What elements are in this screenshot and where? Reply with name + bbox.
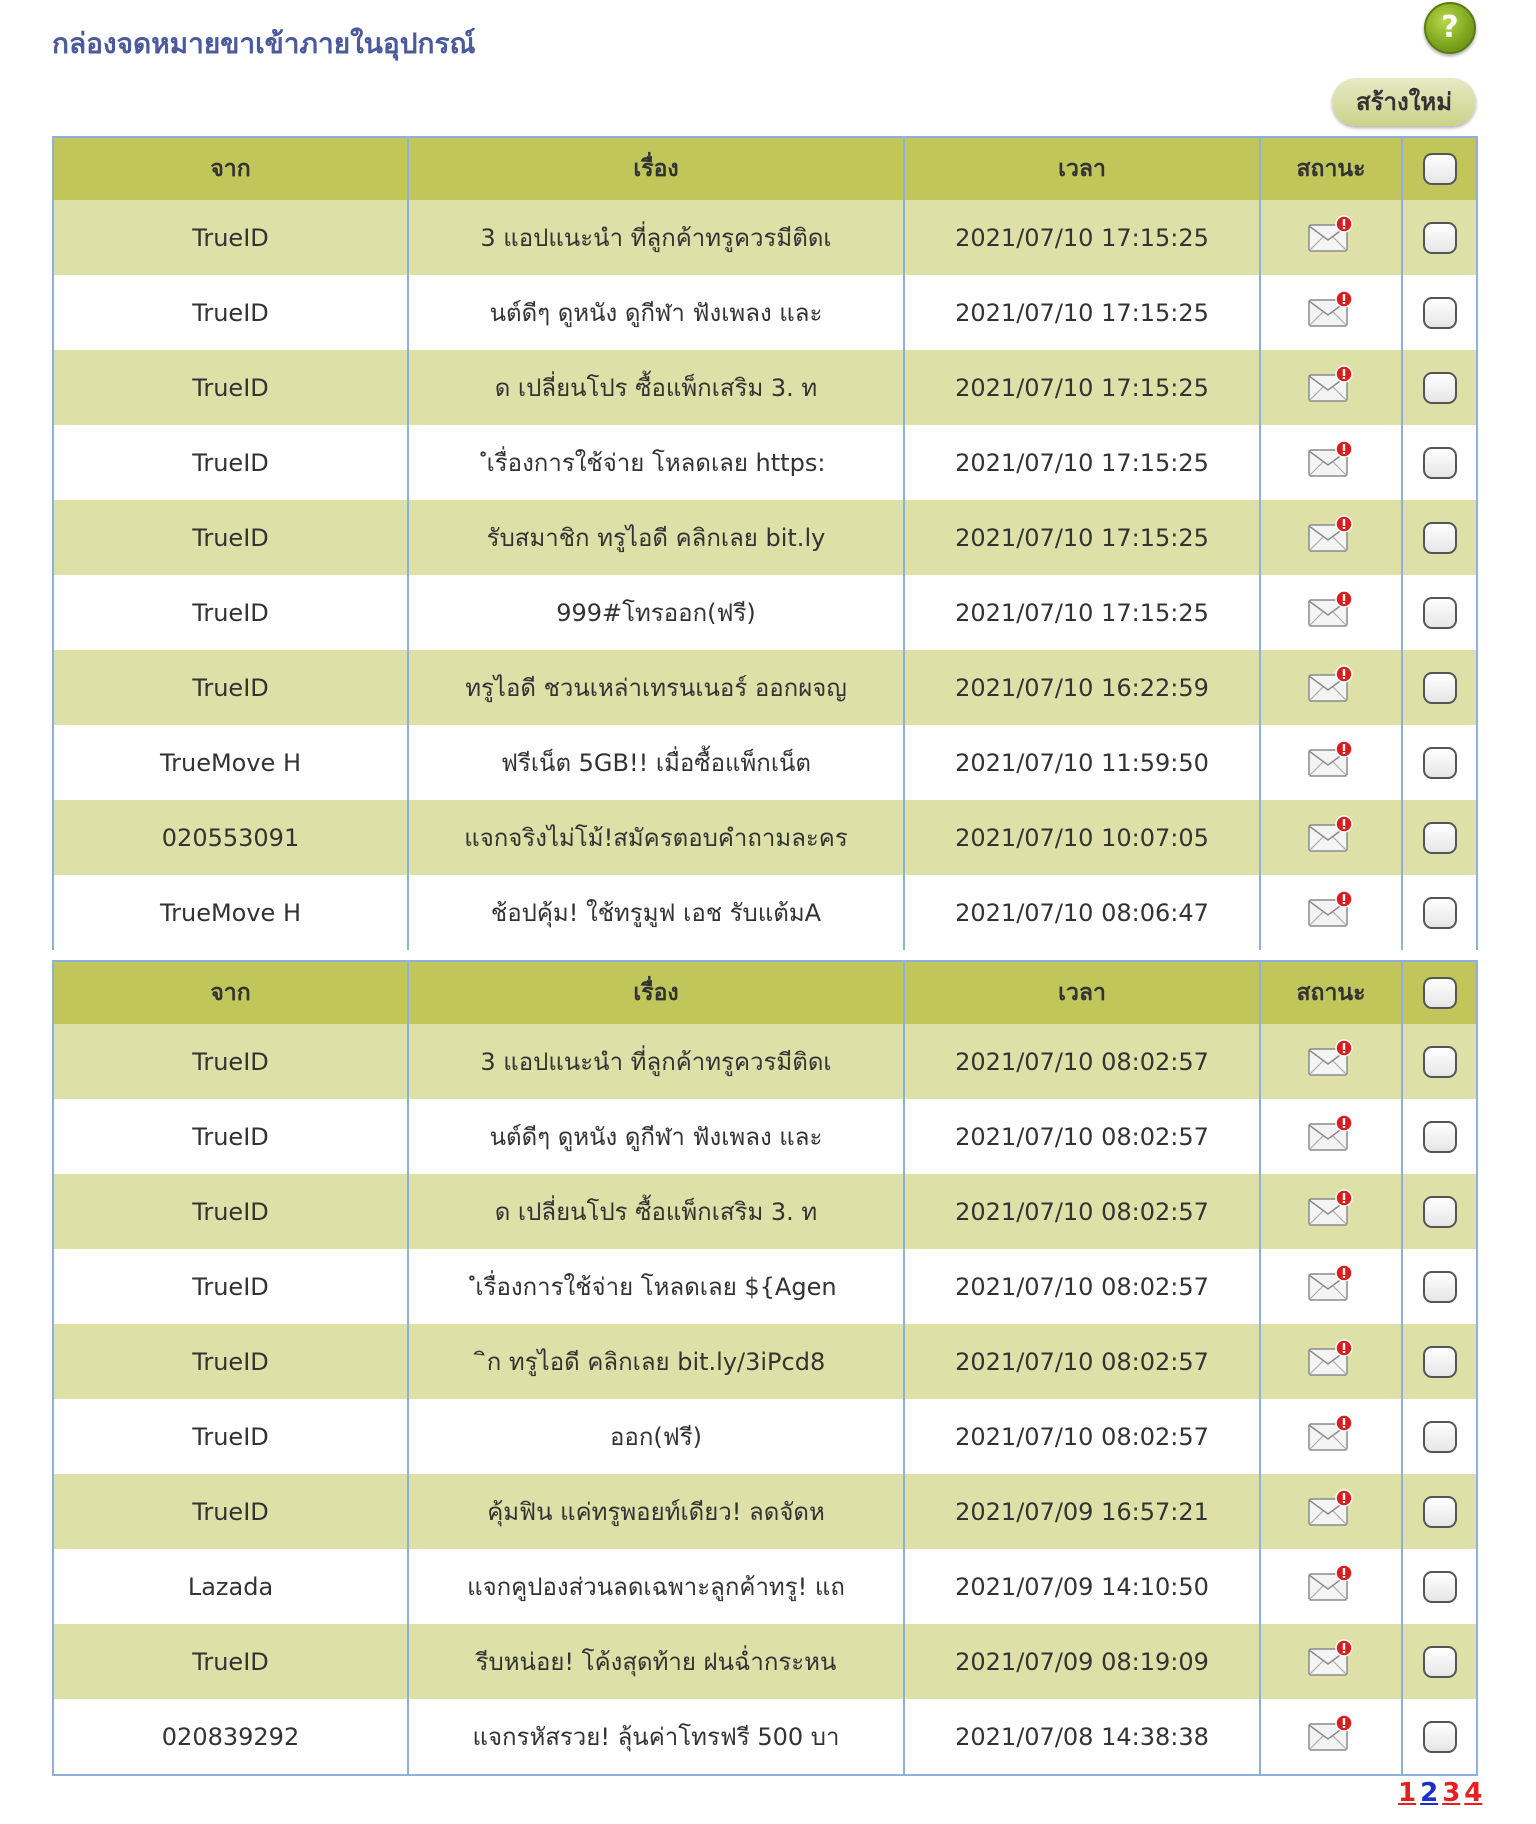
page-link-3[interactable]: 3 [1442, 1778, 1461, 1808]
select-cell [1402, 1549, 1477, 1624]
from-cell: TrueID [53, 200, 408, 275]
table-header-row [53, 961, 1477, 1024]
from-cell: TrueID [53, 1324, 408, 1399]
table-header-row [53, 137, 1477, 200]
unread-mail-icon[interactable] [1306, 440, 1356, 486]
help-button[interactable]: ? [1424, 2, 1476, 54]
time-cell: 2021/07/10 17:15:25 [904, 275, 1260, 350]
select-cell [1402, 1324, 1477, 1399]
status-cell [1260, 650, 1402, 725]
row-checkbox[interactable] [1423, 1271, 1457, 1303]
from-cell: TrueID [53, 425, 408, 500]
from-cell: TrueID [53, 575, 408, 650]
from-cell: TrueID [53, 500, 408, 575]
status-cell [1260, 1099, 1402, 1174]
from-cell: TrueID [53, 1474, 408, 1549]
select-cell [1402, 650, 1477, 725]
row-checkbox[interactable] [1423, 372, 1457, 404]
table-row[interactable] [53, 1324, 1477, 1399]
page-link-2[interactable]: 2 [1420, 1778, 1439, 1808]
time-cell: 2021/07/10 17:15:25 [904, 350, 1260, 425]
from-cell: Lazada [53, 1549, 408, 1624]
from-cell: TrueID [53, 1099, 408, 1174]
select-cell [1402, 1249, 1477, 1324]
row-checkbox[interactable] [1423, 1646, 1457, 1678]
from-cell: TrueID [53, 650, 408, 725]
row-checkbox[interactable] [1423, 297, 1457, 329]
from-cell: 020553091 [53, 800, 408, 875]
table-row[interactable] [53, 1399, 1477, 1474]
from-cell: TrueID [53, 350, 408, 425]
header-select-all [1402, 961, 1477, 1024]
row-checkbox[interactable] [1423, 747, 1457, 779]
row-checkbox[interactable] [1423, 897, 1457, 929]
time-cell: 2021/07/10 08:02:57 [904, 1399, 1260, 1474]
table-row[interactable] [53, 725, 1477, 800]
table-row[interactable] [53, 1474, 1477, 1549]
table-row[interactable] [53, 1024, 1477, 1099]
page-link-1[interactable]: 1 [1398, 1778, 1417, 1808]
table-row[interactable] [53, 200, 1477, 275]
subject-cell[interactable]: รับสมาชิก ทรูไอดี คลิกเลย bit.ly [408, 500, 904, 575]
row-checkbox[interactable] [1423, 447, 1457, 479]
from-cell: TrueID [53, 1249, 408, 1324]
time-cell: 2021/07/09 08:19:09 [904, 1624, 1260, 1699]
table-row[interactable] [53, 275, 1477, 350]
table-row[interactable] [53, 1099, 1477, 1174]
unread-mail-icon[interactable] [1306, 215, 1356, 261]
select-cell [1402, 425, 1477, 500]
from-cell: TrueID [53, 1624, 408, 1699]
status-cell [1260, 725, 1402, 800]
time-cell: 2021/07/10 08:02:57 [904, 1324, 1260, 1399]
status-cell [1260, 1549, 1402, 1624]
table-row[interactable] [53, 1699, 1477, 1775]
unread-mail-icon[interactable] [1306, 1489, 1356, 1535]
pagination [1398, 1778, 1486, 1808]
time-cell: 2021/07/10 08:02:57 [904, 1099, 1260, 1174]
subject-cell[interactable]: 3 แอปแนะนำ ที่ลูกค้าทรูควรมีติดเ [408, 200, 904, 275]
status-cell [1260, 425, 1402, 500]
unread-mail-icon[interactable] [1306, 590, 1356, 636]
unread-mail-icon[interactable] [1306, 1264, 1356, 1310]
time-cell: 2021/07/10 17:15:25 [904, 200, 1260, 275]
select-cell [1402, 725, 1477, 800]
status-cell [1260, 200, 1402, 275]
subject-cell[interactable]: ทรูไอดี ชวนเหล่าเทรนเนอร์ ออกผจญ [408, 650, 904, 725]
time-cell: 2021/07/10 08:02:57 [904, 1174, 1260, 1249]
header-status[interactable]: สถานะ [1260, 961, 1402, 1024]
time-cell: 2021/07/10 17:15:25 [904, 500, 1260, 575]
select-cell [1402, 200, 1477, 275]
time-cell: 2021/07/10 16:22:59 [904, 650, 1260, 725]
select-cell [1402, 875, 1477, 950]
table-row[interactable] [53, 1624, 1477, 1699]
subject-cell[interactable]: 3 แอปแนะนำ ที่ลูกค้าทรูควรมีติดเ [408, 1024, 904, 1099]
compose-new-button[interactable]: สร้างใหม่ [1332, 78, 1476, 126]
from-cell: TrueMove H [53, 725, 408, 800]
table-row[interactable] [53, 650, 1477, 725]
select-cell [1402, 1474, 1477, 1549]
subject-cell[interactable]: ิก ทรูไอดี คลิกเลย bit.ly/3iPcd8 [408, 1324, 904, 1399]
select-cell [1402, 1624, 1477, 1699]
time-cell: 2021/07/09 14:10:50 [904, 1549, 1260, 1624]
inbox-table-1 [52, 136, 1478, 950]
header-time[interactable]: เวลา [904, 137, 1260, 200]
subject-cell[interactable]: นต์ดีๆ ดูหนัง ดูกีฬา ฟังเพลง และ [408, 1099, 904, 1174]
select-cell [1402, 1024, 1477, 1099]
unread-mail-icon[interactable] [1306, 1564, 1356, 1610]
header-subject[interactable]: เรื่อง [408, 137, 904, 200]
table-row[interactable] [53, 1174, 1477, 1249]
row-checkbox[interactable] [1423, 1421, 1457, 1453]
row-checkbox[interactable] [1423, 1721, 1457, 1753]
time-cell: 2021/07/09 16:57:21 [904, 1474, 1260, 1549]
select-cell [1402, 575, 1477, 650]
table-row[interactable] [53, 500, 1477, 575]
unread-mail-icon[interactable] [1306, 665, 1356, 711]
subject-cell[interactable]: ออก(ฟรี) [408, 1399, 904, 1474]
select-cell [1402, 275, 1477, 350]
row-checkbox[interactable] [1423, 222, 1457, 254]
unread-mail-icon[interactable] [1306, 1714, 1356, 1760]
unread-mail-icon[interactable] [1306, 740, 1356, 786]
time-cell: 2021/07/10 17:15:25 [904, 425, 1260, 500]
row-checkbox[interactable] [1423, 522, 1457, 554]
unread-mail-icon[interactable] [1306, 1414, 1356, 1460]
select-all-checkbox[interactable] [1423, 153, 1457, 185]
select-cell [1402, 1699, 1477, 1775]
header-from[interactable]: จาก [53, 961, 408, 1024]
select-cell [1402, 1399, 1477, 1474]
subject-cell[interactable]: นต์ดีๆ ดูหนัง ดูกีฬา ฟังเพลง และ [408, 275, 904, 350]
unread-mail-icon[interactable] [1306, 890, 1356, 936]
row-checkbox[interactable] [1423, 1571, 1457, 1603]
select-cell [1402, 800, 1477, 875]
header-time[interactable]: เวลา [904, 961, 1260, 1024]
row-checkbox[interactable] [1423, 672, 1457, 704]
time-cell: 2021/07/10 17:15:25 [904, 575, 1260, 650]
time-cell: 2021/07/08 14:38:38 [904, 1699, 1260, 1775]
from-cell: TrueID [53, 275, 408, 350]
from-cell: TrueMove H [53, 875, 408, 950]
subject-cell[interactable]: ฟรีเน็ต 5GB!! เมื่อซื้อแพ็กเน็ต [408, 725, 904, 800]
header-select-all [1402, 137, 1477, 200]
row-checkbox[interactable] [1423, 1496, 1457, 1528]
table-row[interactable] [53, 575, 1477, 650]
subject-cell[interactable]: ํเรื่องการใช้จ่าย โหลดเลย ${Agen [408, 1249, 904, 1324]
status-cell [1260, 1699, 1402, 1775]
row-checkbox[interactable] [1423, 1196, 1457, 1228]
table-row[interactable] [53, 425, 1477, 500]
status-cell [1260, 1474, 1402, 1549]
status-cell [1260, 1324, 1402, 1399]
page-title: กล่องจดหมายขาเข้าภายในอุปกรณ์ [52, 27, 476, 60]
time-cell: 2021/07/10 08:02:57 [904, 1024, 1260, 1099]
status-cell [1260, 875, 1402, 950]
unread-mail-icon[interactable] [1306, 815, 1356, 861]
status-cell [1260, 1399, 1402, 1474]
time-cell: 2021/07/10 11:59:50 [904, 725, 1260, 800]
status-cell [1260, 1624, 1402, 1699]
subject-cell[interactable]: ด เปลี่ยนโปร ซื้อแพ็กเสริม 3. ท [408, 350, 904, 425]
table-row[interactable] [53, 1249, 1477, 1324]
row-checkbox[interactable] [1423, 822, 1457, 854]
status-cell [1260, 1024, 1402, 1099]
table-row[interactable] [53, 1549, 1477, 1624]
subject-cell[interactable]: 999#โทรออก(ฟรี) [408, 575, 904, 650]
time-cell: 2021/07/10 08:06:47 [904, 875, 1260, 950]
page-link-4[interactable]: 4 [1464, 1778, 1483, 1808]
subject-cell[interactable]: แจกคูปองส่วนลดเฉพาะลูกค้าทรู! แถ [408, 1549, 904, 1624]
unread-mail-icon[interactable] [1306, 1039, 1356, 1085]
row-checkbox[interactable] [1423, 597, 1457, 629]
subject-cell[interactable]: คุ้มฟิน แค่ทรูพอยท์เดียว! ลดจัดห [408, 1474, 904, 1549]
unread-mail-icon[interactable] [1306, 290, 1356, 336]
subject-cell[interactable]: แจกรหัสรวย! ลุ้นค่าโทรฟรี 500 บา [408, 1699, 904, 1775]
unread-mail-icon[interactable] [1306, 1189, 1356, 1235]
from-cell: TrueID [53, 1399, 408, 1474]
from-cell: TrueID [53, 1174, 408, 1249]
status-cell [1260, 1174, 1402, 1249]
table-row[interactable] [53, 875, 1477, 950]
subject-cell[interactable]: ด เปลี่ยนโปร ซื้อแพ็กเสริม 3. ท [408, 1174, 904, 1249]
unread-mail-icon[interactable] [1306, 365, 1356, 411]
row-checkbox[interactable] [1423, 1046, 1457, 1078]
status-cell [1260, 575, 1402, 650]
unread-mail-icon[interactable] [1306, 1639, 1356, 1685]
header-from[interactable]: จาก [53, 137, 408, 200]
time-cell: 2021/07/10 10:07:05 [904, 800, 1260, 875]
inbox-table-2 [52, 960, 1478, 1776]
select-cell [1402, 350, 1477, 425]
row-checkbox[interactable] [1423, 1121, 1457, 1153]
select-cell [1402, 1099, 1477, 1174]
status-cell [1260, 500, 1402, 575]
from-cell: TrueID [53, 1024, 408, 1099]
table-row[interactable] [53, 350, 1477, 425]
status-cell [1260, 1249, 1402, 1324]
subject-cell[interactable]: ํเรื่องการใช้จ่าย โหลดเลย https: [408, 425, 904, 500]
header-subject[interactable]: เรื่อง [408, 961, 904, 1024]
row-checkbox[interactable] [1423, 1346, 1457, 1378]
select-all-checkbox[interactable] [1423, 977, 1457, 1009]
select-cell [1402, 1174, 1477, 1249]
header-status[interactable]: สถานะ [1260, 137, 1402, 200]
subject-cell[interactable]: รีบหน่อย! โค้งสุดท้าย ฝนฉ่ำกระหน [408, 1624, 904, 1699]
select-cell [1402, 500, 1477, 575]
subject-cell[interactable]: แจกจริงไม่โม้!สมัครตอบคำถามละคร [408, 800, 904, 875]
time-cell: 2021/07/10 08:02:57 [904, 1249, 1260, 1324]
from-cell: 020839292 [53, 1699, 408, 1775]
status-cell [1260, 800, 1402, 875]
unread-mail-icon[interactable] [1306, 1114, 1356, 1160]
unread-mail-icon[interactable] [1306, 515, 1356, 561]
status-cell [1260, 275, 1402, 350]
subject-cell[interactable]: ช้อปคุ้ม! ใช้ทรูมูฟ เอช รับแต้มA [408, 875, 904, 950]
unread-mail-icon[interactable] [1306, 1339, 1356, 1385]
table-row[interactable] [53, 800, 1477, 875]
status-cell [1260, 350, 1402, 425]
